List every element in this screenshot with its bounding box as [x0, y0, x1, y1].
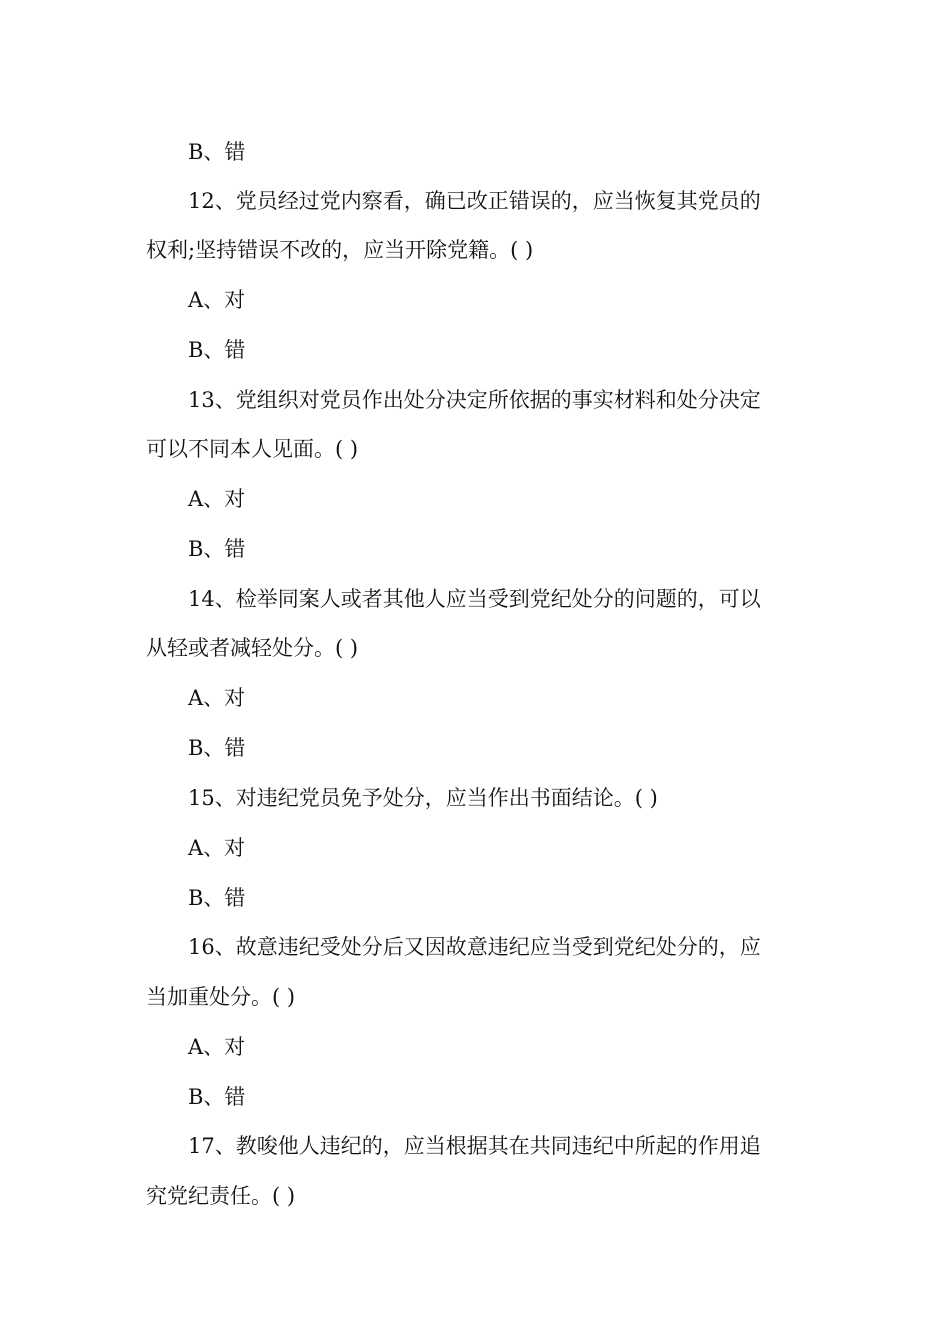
option-b-q13: B、错	[188, 537, 246, 561]
option-b-q11: B、错	[188, 140, 246, 164]
question-16-line-2: 当加重处分。( )	[146, 985, 296, 1009]
question-12-line-2: 权利;坚持错误不改的，应当开除党籍。( )	[146, 238, 534, 262]
question-14-line-2: 从轻或者减轻处分。( )	[146, 636, 359, 660]
question-17-line-1: 17、教唆他人违纪的，应当根据其在共同违纪中所起的作用追	[188, 1134, 761, 1158]
question-13-line-2: 可以不同本人见面。( )	[146, 437, 359, 461]
question-16-line-1: 16、故意违纪受处分后又因故意违纪应当受到党纪处分的，应	[188, 935, 761, 959]
question-13-line-1: 13、党组织对党员作出处分决定所依据的事实材料和处分决定	[188, 388, 761, 412]
option-b-q12: B、错	[188, 338, 246, 362]
option-b-q16: B、错	[188, 1085, 246, 1109]
option-a-q15: A、对	[188, 836, 246, 860]
question-15-line-1: 15、对违纪党员免予处分，应当作出书面结论。( )	[188, 786, 658, 810]
question-17-line-2: 究党纪责任。( )	[146, 1184, 296, 1208]
question-14-line-1: 14、检举同案人或者其他人应当受到党纪处分的问题的，可以	[188, 587, 761, 611]
option-a-q13: A、对	[188, 487, 246, 511]
option-a-q12: A、对	[188, 288, 246, 312]
option-b-q15: B、错	[188, 886, 246, 910]
option-b-q14: B、错	[188, 736, 246, 760]
question-12-line-1: 12、党员经过党内察看，确已改正错误的，应当恢复其党员的	[188, 189, 761, 213]
option-a-q14: A、对	[188, 686, 246, 710]
option-a-q16: A、对	[188, 1035, 246, 1059]
